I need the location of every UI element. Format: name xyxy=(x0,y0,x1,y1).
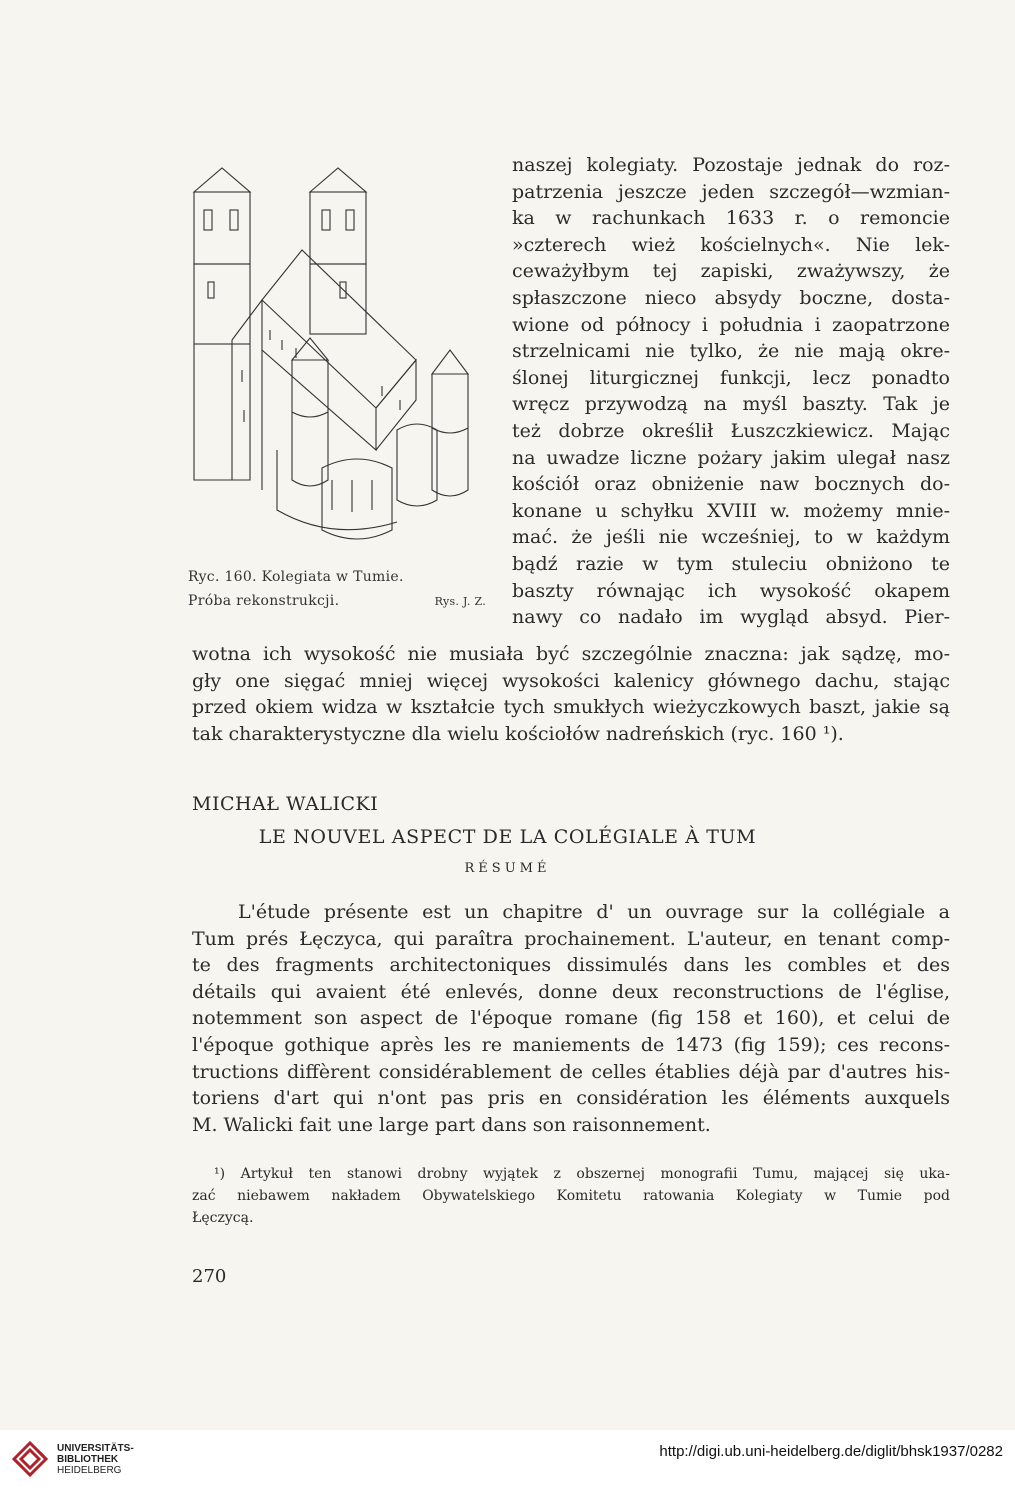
footnote xyxy=(192,1163,950,1229)
library-name-line: HEIDELBERG xyxy=(57,1465,122,1476)
figure-caption-text: Próba rekonstrukcji. xyxy=(188,593,340,609)
text-line: przed okiem widza w kształcie tych smukłych wieżyczkowych baszt, jakie są xyxy=(192,696,950,719)
text-line: konane u schyłku XVIII w. możemy mnie- xyxy=(512,499,950,522)
summary-author: MICHAŁ WALICKI xyxy=(192,793,379,815)
library-name xyxy=(57,1443,134,1476)
text-line: toriens d'art qui n'ont pas pris en considération les éléments auxquels xyxy=(192,1087,950,1110)
text-line: M. Walicki fait une large part dans son raisonnement. xyxy=(192,1113,711,1136)
summary-text xyxy=(192,899,950,1138)
text-line: strzelnicami nie tylko, że nie mają okre- xyxy=(512,340,950,363)
footnote-line: ¹) Artykuł ten stanowi drobny wyjątek z obszernej monografii Tumu, mającej się uka- xyxy=(214,1166,950,1182)
text-line: kościół oraz obniżenie naw bocznych do- xyxy=(512,473,950,496)
text-line: nawy co nadało im wygląd absyd. Pier- xyxy=(512,606,950,629)
text-line: naszej kolegiaty. Pozostaje jednak do roz- xyxy=(512,154,950,176)
source-url-link[interactable]: http://digi.ub.uni-heidelberg.de/diglit/bhsk1937/0282 xyxy=(659,1443,1003,1460)
text-line: l'époque gothique après les re maniements de 1473 (fig 159); ces recons- xyxy=(192,1033,950,1056)
body-text-full-width xyxy=(192,641,950,747)
text-line: wione od północy i południa i zaopatrzone xyxy=(512,313,950,336)
text-line: ślonej liturgicznej funkcji, lecz ponadto xyxy=(512,366,950,389)
library-footer xyxy=(0,1430,1015,1504)
text-line: tak charakterystyczne dla wielu kościołów nadreńskich (ryc. 160 ¹). xyxy=(192,722,844,745)
figure-caption-subtitle xyxy=(188,593,486,609)
summary-title: LE NOUVEL ASPECT DE LA COLÉGIALE À TUM xyxy=(258,826,757,848)
text-line: na uwadze liczne pożary jakim ulegał nasz xyxy=(512,446,950,469)
text-line: ka w rachunkach 1633 r. o remoncie xyxy=(512,207,950,230)
footnote-line: Łęczycą. xyxy=(192,1210,254,1226)
text-line: ceważyłbym tej zapiski, zważywszy, że xyxy=(512,260,950,283)
text-line: gły one sięgać mniej więcej wysokości kalenicy głównego dachu, stając xyxy=(192,669,950,692)
footnote-line: zać niebawem nakładem Obywatelskiego Komitetu ratowania Kolegiaty w Tumie pod xyxy=(192,1188,950,1204)
church-reconstruction-drawing xyxy=(182,150,492,570)
page-number: 270 xyxy=(192,1266,227,1287)
text-line: notemment son aspect de l'époque romane (fig 158 et 160), et celui de xyxy=(192,1007,950,1030)
library-logo-icon xyxy=(10,1439,50,1479)
text-line: baszty równając ich wysokość okapem xyxy=(512,579,950,602)
text-line: te des fragments architectoniques dissimulés dans les combles et des xyxy=(192,954,950,977)
library-name-line: UNIVERSITÄTS- xyxy=(57,1443,134,1454)
text-line: tructions diffèrent considérablement de celles établies déjà par d'autres his- xyxy=(192,1060,950,1083)
text-line: spłaszczone nieco absydy boczne, dosta- xyxy=(512,286,950,309)
text-line: mać. że jeśli nie wcześniej, to w każdym xyxy=(512,526,950,549)
text-line: L'étude présente est un chapitre d' un ouvrage sur la collégiale a xyxy=(238,901,950,923)
figure-caption: Ryc. 160. Kolegiata w Tumie. xyxy=(188,569,404,585)
text-line: też dobrze określił Łuszczkiewicz. Mając xyxy=(512,419,950,442)
text-line: détails qui avaient été enlevés, donne deux reconstructions de l'église, xyxy=(192,980,950,1003)
body-text-right-column xyxy=(512,152,950,631)
text-line: »czterech wież kościelnych«. Nie lek- xyxy=(512,233,950,256)
text-line: wotna ich wysokość nie musiała być szczególnie znaczna: jak sądzę, mo- xyxy=(192,643,950,665)
text-line: Tum prés Łęczyca, qui paraîtra prochainement. L'auteur, en tenant comp- xyxy=(192,927,950,950)
library-name-line: BIBLIOTHEK xyxy=(57,1454,119,1465)
text-line: wręcz przywodzą na myśl baszty. Tak je xyxy=(512,393,950,416)
text-line: patrzenia jeszcze jeden szczegół—wzmian- xyxy=(512,180,950,203)
figure-credit: Rys. J. Z. xyxy=(434,595,486,608)
summary-subtitle: RÉSUMÉ xyxy=(464,861,551,876)
text-line: bądź razie w tym stuleciu obniżono te xyxy=(512,552,950,575)
